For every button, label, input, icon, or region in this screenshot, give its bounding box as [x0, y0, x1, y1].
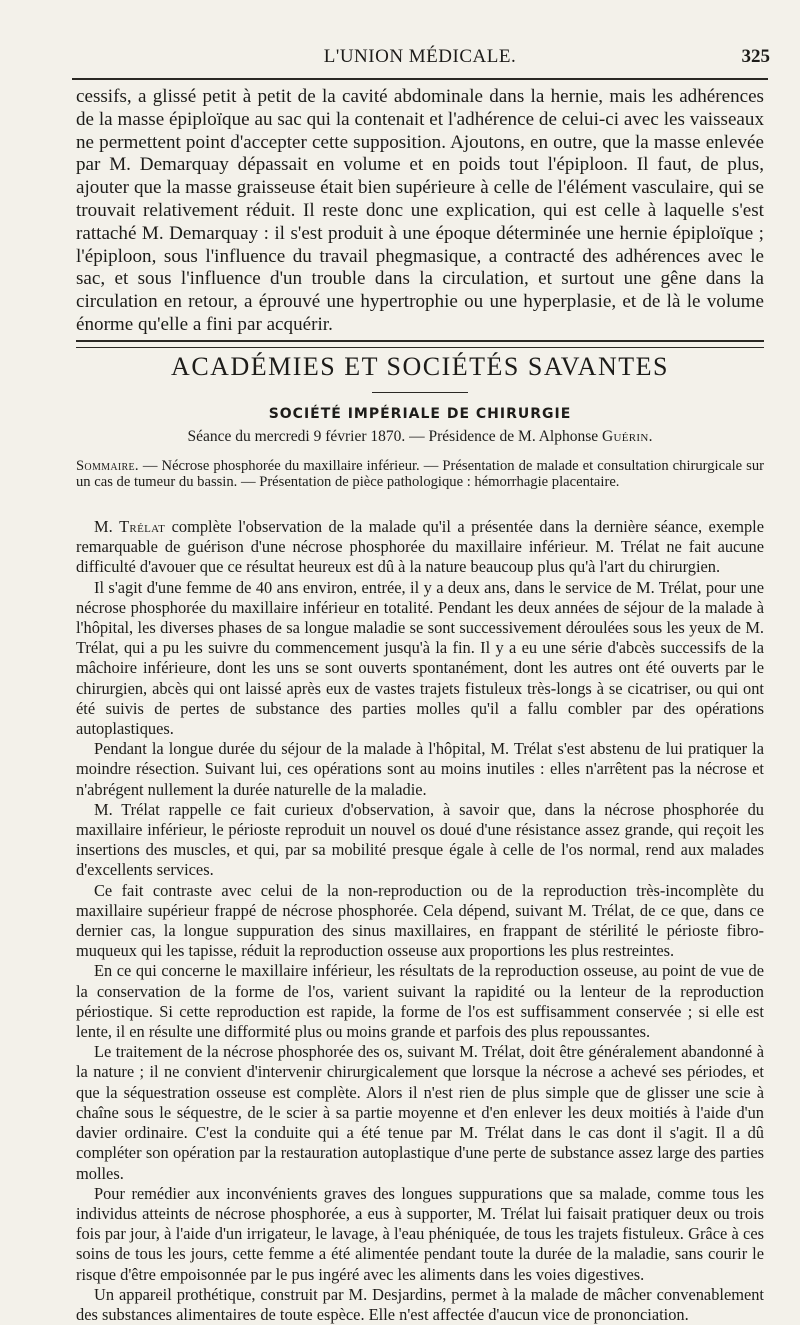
- seance-president: Guérin: [602, 428, 649, 445]
- paragraph-text: complète l'observation de la malade qu'il a présentée dans la dernière séance, exemple remarquable de guérison d'une nécrose phosphorée du maxillaire inférieur. M. Trélat ne fait aucune difficulté d'avouer que ce résultat heureux est dû à la nature beaucoup plus qu'à l'art du chirurgien.: [76, 517, 764, 577]
- paragraph: Il s'agit d'une femme de 40 ans environ, entrée, il y a deux ans, dans le service de M. Trélat, pour une nécrose phosphorée du maxillaire inférieur en totalité. Pendant les deux années de séjour de la malade à l'hôpital, les diverses phases de sa longue maladie se sont successivement déroulées sous les yeux de M. Trélat, qui a pu les suivre du commencement jusqu'à la fin. Il y a eu une série d'abcès successifs de la mâchoire inférieure, dont les uns se sont ouverts spontanément, dont les autres ont été ouverts par le chirurgien, abcès qui ont laissé après eux de vastes trajets fistuleux très-longs à se cicatriser, ou qui ont été suivis de pertes de substance des parties molles qu'il a fallu combler par des opérations autoplastiques.: [76, 577, 764, 739]
- summary: [76, 458, 764, 491]
- intro-block: [76, 86, 764, 337]
- paragraph: Pendant la longue durée du séjour de la malade à l'hôpital, M. Trélat s'est abstenu de lui pratiquer la moindre résection. Suivant lui, ces opérations sont au moins inutiles : elles n'arrêtent pas la nécrose et n'abrégent nullement la durée naturelle de la maladie.: [76, 739, 764, 799]
- running-head: [70, 46, 770, 72]
- running-title: L'UNION MÉDICALE.: [323, 46, 517, 67]
- paragraph-lead-prefix: M.: [94, 517, 120, 536]
- intro-paragraph: cessifs, a glissé petit à petit de la cavité abdominale dans la hernie, mais les adhérences de la masse épiploïque au sac qui la contenait et l'adhérence de celui-ci avec les vaisseaux ne permettent point d'accepter cette supposition. Ajoutons, en outre, que la masse enlevée par M. Demarquay dépassait en volume et en poids tout l'épiploon. Il faut, de plus, ajouter que la masse graisseuse était bien supérieure à celle de l'élément vasculaire, qui se trouvait relativement réduit. Il reste donc une explication, qui est celle à laquelle s'est rattaché M. Demarquay : il s'est produit à une époque déterminée une hernie épiploïque ; l'épiploon, sous l'influence du travail phegmasique, a contracté des adhérences avec le sac, et sous l'influence d'un trouble dans la circulation, et surtout une gêne dans la circulation en retour, a éprouvé une hypertrophie ou une hyperplasie, et de là le volume énorme qu'elle a fini par acquérir.: [76, 86, 764, 335]
- paragraph: Le traitement de la nécrose phosphorée des os, suivant M. Trélat, doit être généralement abandonné à la nature ; il ne convient d'intervenir chirurgicalement que lorsque la nécrose a achevé ses périodes, et que la séquestration osseuse est complète. Alors il n'est rien de plus simple que de glisser une scie à chaîne sous le séquestre, de le scier à sa partie moyenne et d'en enlever les deux moitiés à l'aide d'un davier ordinaire. C'est la conduite qui a été tenue par M. Trélat dans le cas dont il s'agit. Il a dû compléter son opération par la restauration autoplastique d'une perte de substance assez large des parties molles.: [76, 1042, 764, 1183]
- seance-line: [76, 428, 764, 446]
- summary-label: Sommaire.: [76, 458, 139, 474]
- section-title: ACADÉMIES ET SOCIÉTÉS SAVANTES: [171, 352, 669, 381]
- paragraph: Ce fait contraste avec celui de la non-reproduction ou de la reproduction très-incomplète du maxillaire supérieur frappé de nécrose phosphorée. Cela dépend, suivant M. Trélat, de ce que, dans ce dernier cas, la longue suppuration des sinus maxillaires, en frappant de stérilité le périoste fibro-muqueux qui les tapisse, réduit la reproduction osseuse aux proportions les plus restreintes.: [76, 880, 764, 961]
- paragraph: M. Trélat rappelle ce fait curieux d'observation, à savoir que, dans la nécrose phosphorée du maxillaire inférieur, le périoste reproduit un nouvel os doué d'une résistance assez grande, qui reçoit les insertions des muscles, et qui, par sa mobilité presque égale à celle de l'os normal, rend aux malades d'excellents services.: [76, 799, 764, 880]
- summary-text: — Nécrose phosphorée du maxillaire inférieur. — Présentation de malade et consultation chirurgicale sur un cas de tumeur du bassin. — Présentation de pièce pathologique : hémorrhagie placentaire.: [76, 458, 764, 491]
- paragraph: Un appareil prothétique, construit par M. Desjardins, permet à la malade de mâcher convenablement des substances alimentaires de toute espèce. Elle n'est affectée d'aucun vice de prononciation.: [76, 1284, 764, 1324]
- header-rule: [72, 78, 768, 80]
- section-divider: [76, 340, 764, 348]
- paragraph-lead-name: Trélat: [119, 517, 166, 536]
- paragraph: En ce qui concerne le maxillaire inférieur, les résultats de la reproduction osseuse, au point de vue de la conservation de la forme de l'os, varient suivant la rapidité ou la lenteur de la reproduction périostique. Si cette reproduction est rapide, la forme de l'os est suffisamment conservée ; si elle est lente, il en résulte une difformité plus ou moins grande et parfois des plus repoussantes.: [76, 961, 764, 1042]
- society-name: SOCIÉTÉ IMPÉRIALE DE CHIRURGIE: [268, 406, 572, 422]
- seance-suffix: .: [648, 428, 653, 445]
- seance-prefix: Séance du mercredi 9 février 1870. — Présidence de M. Alphonse: [187, 428, 602, 445]
- paragraph: [76, 517, 764, 578]
- summary-block: [76, 458, 764, 491]
- title-rule: [372, 392, 468, 393]
- page-number: 325: [741, 46, 770, 67]
- article-body: [76, 517, 764, 1325]
- paragraph: Pour remédier aux inconvénients graves des longues suppurations que sa malade, comme tous les individus atteints de nécrose phosphorée, a eus à supporter, M. Trélat lui faisait pratiquer deux ou trois fois par jour, à l'aide d'un irrigateur, le lavage, à l'eau phéniquée, de tous les trajets fistuleux. Grâce à ces soins de tous les jours, cette femme a été alimentée pendant toute la durée de la maladie, sans courir le risque d'être empoisonnée par le pus ingéré avec les aliments dans les voies digestives.: [76, 1183, 764, 1284]
